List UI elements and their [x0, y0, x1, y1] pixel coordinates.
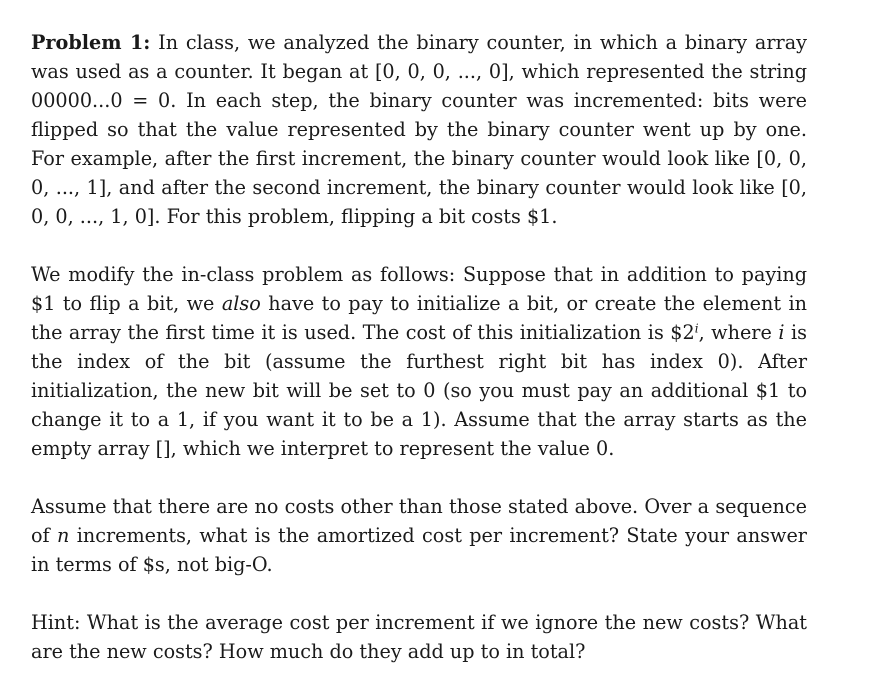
hint-text: Hint: What is the average cost per increment if we ignore the new costs? What are the new costs? How much do they add up to in total? — [31, 611, 807, 663]
modification-text-b: have to pay to initialize a bit, or create the element in the array the first time it is used. The cost of this initialization is $2 — [31, 292, 808, 344]
emphasis-also: also — [221, 292, 261, 315]
intro-text: In class, we analyzed the binary counter, in which a binary array was used as a counter. It began at [0, 0, 0, ..., 0], which represented the string 00000...0 = 0. In each step, the binary counter was incremented: bits were flipped so that the value represented by the binary counter went up by one. For example, after the first increment, the binary counter would look like [0, 0, 0, ..., 1], and after the second increment, the binary counter would look like [0, 0, 0, ..., 1, 0]. For this problem, flipping a bit costs $1. — [31, 31, 807, 228]
problem-document — [31, 28, 807, 666]
paragraph-intro — [31, 28, 807, 231]
variable-n: n — [57, 524, 70, 547]
question-text-b: increments, what is the amortized cost per increment? State your answer in terms of $s, not big-O. — [31, 524, 807, 576]
modification-text-d: is the index of the bit (assume the furthest right bit has index 0). After initialization, the new bit will be set to 0 (so you must pay an additional $1 to change it to a 1, if you want it to be a 1). Assume that the array starts as the empty array [], which we interpret to represent the value 0. — [31, 321, 807, 460]
question-text-a: Assume that there are no costs other than those stated above. Over a sequence of — [31, 495, 807, 547]
variable-i: i — [778, 321, 785, 344]
paragraph-modification — [31, 260, 807, 463]
exponent-i: i — [694, 321, 699, 336]
paragraph-hint — [31, 608, 807, 666]
modification-text-a: We modify the in-class problem as follows: Suppose that in addition to paying $1 to flip a bit, we — [31, 263, 807, 315]
paragraph-question — [31, 492, 807, 579]
modification-text-c: , where — [698, 321, 779, 344]
problem-heading: Problem 1: — [31, 31, 151, 54]
